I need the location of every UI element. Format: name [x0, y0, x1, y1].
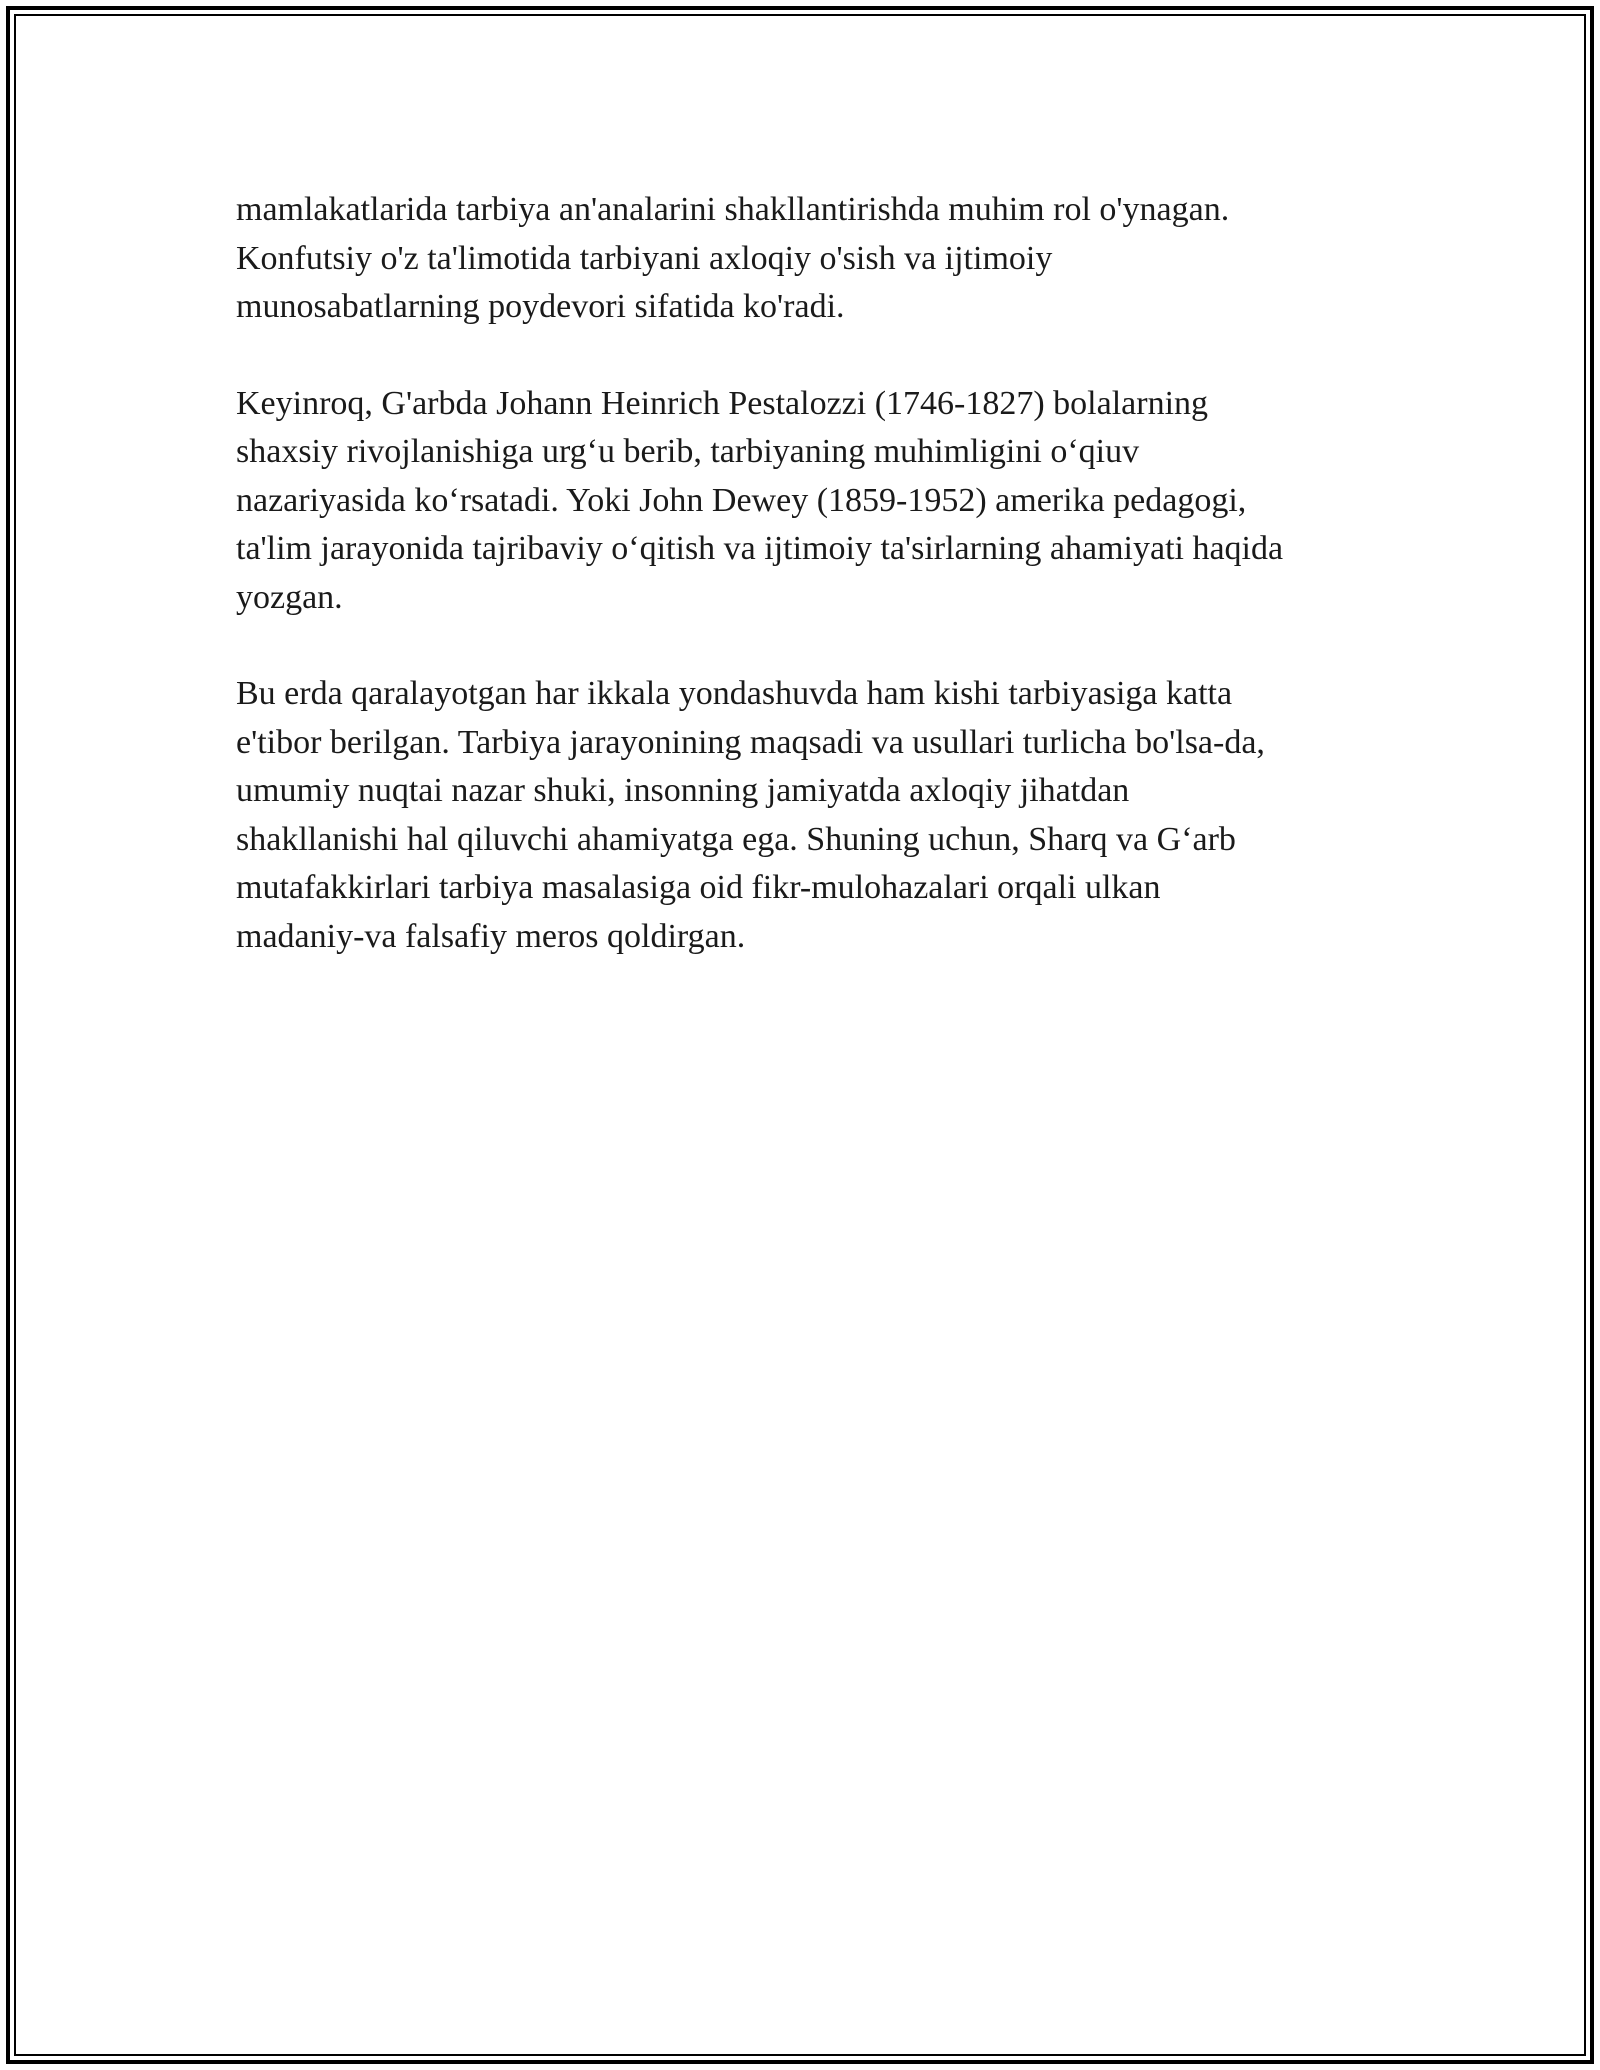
- text-line: mamlakatlarida tarbiya an'analarini shakllantirishda muhim rol o'ynagan.: [236, 191, 1230, 228]
- text-line: munosabatlarning poydevori sifatida ko'radi.: [236, 288, 845, 325]
- text-line: mutafakkirlari tarbiya masalasiga oid fikr-mulohazalari orqali ulkan: [236, 869, 1161, 906]
- paragraph-1: [236, 186, 1396, 332]
- text-line: shakllanishi hal qiluvchi ahamiyatga ega. Shuning uchun, Sharq va G‘arb: [236, 820, 1236, 858]
- text-line: ta'lim jarayonida tajribaviy o‘qitish va ijtimoiy ta'sirlarning ahamiyati haqida: [236, 530, 1284, 567]
- text-line: madaniy-va falsafiy meros qoldirgan.: [236, 917, 746, 955]
- paragraph-3: [236, 670, 1396, 961]
- text-line: nazariyasida ko‘rsatadi. Yoki John Dewey (1859-1952) amerika pedagogi,: [236, 481, 1247, 519]
- text-line: Bu erda qaralayotgan har ikkala yondashuvda ham kishi tarbiyasiga katta: [236, 675, 1233, 712]
- paragraph-2: [236, 380, 1396, 623]
- text-line: e'tibor berilgan. Tarbiya jarayonining maqsadi va usullari turlicha bo'lsa-da,: [236, 723, 1265, 761]
- text-line: Keyinroq, G'arbda Johann Heinrich Pestalozzi (1746-1827) bolalarning: [236, 384, 1209, 422]
- document-body: [236, 186, 1396, 1009]
- text-line: umumiy nuqtai nazar shuki, insonning jamiyatda axloqiy jihatdan: [236, 772, 1130, 809]
- text-line: yozgan.: [236, 578, 343, 616]
- text-line: Konfutsiy o'z ta'limotida tarbiyani axloqiy o'sish va ijtimoiy: [236, 239, 1053, 277]
- text-line: shaxsiy rivojlanishiga urg‘u berib, tarbiyaning muhimligini o‘qiuv: [236, 433, 1140, 470]
